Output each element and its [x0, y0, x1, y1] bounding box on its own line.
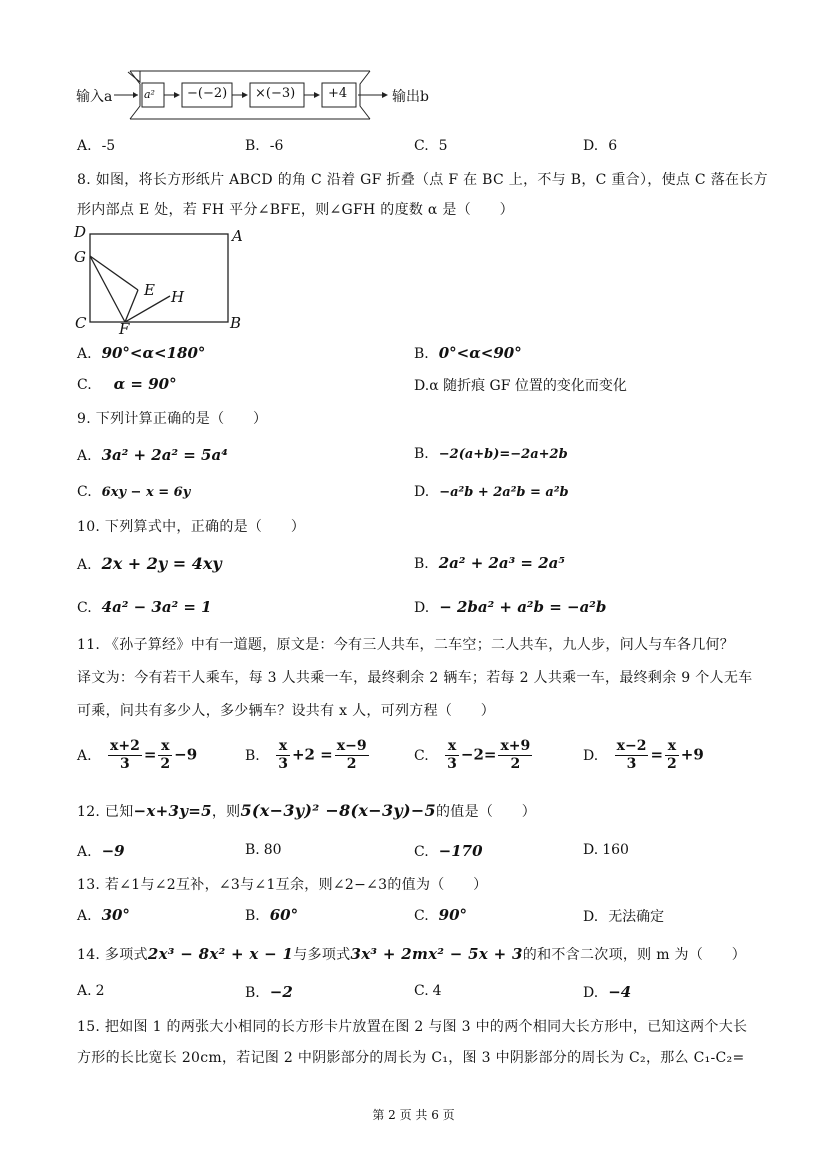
- q15-stem-line1: 15. 把如图 1 的两张大小相同的长方形卡片放置在图 2 与图 3 中的两个相同大长方形中，已知这两个大长: [77, 1019, 748, 1035]
- q8-figure: [70, 222, 250, 342]
- q7-option-c[interactable]: C. 5: [414, 138, 448, 154]
- q11-stem-line2: 译文为：今有若干人乘车，每 3 人共乘一车，最终剩余 2 辆车；若每 2 人共乘一车，最终剩余 9 个人无车: [77, 670, 753, 686]
- q9-stem: 9. 下列计算正确的是（ ）: [77, 411, 268, 427]
- q13-option-c[interactable]: C. 90°: [414, 906, 468, 924]
- flow-box-1: a²: [144, 88, 155, 101]
- q7-option-b[interactable]: B. -6: [245, 138, 284, 154]
- q11-stem-line3: 可乘，问共有多少人，多少辆车？设共有 x 人，可列方程（ ）: [77, 703, 496, 719]
- fig-label-e: E: [144, 281, 155, 299]
- q12-condition: −x+3y=5: [133, 802, 212, 820]
- q11-stem-line1: 11. 《孙子算经》中有一道题，原文是：今有三人共车，二车空；二人共车，九人步，问人与车各几何？: [77, 637, 735, 653]
- q14-option-b[interactable]: B. −2: [245, 983, 293, 1001]
- q13-option-d[interactable]: D. 无法确定: [583, 909, 665, 925]
- q12-expression: 5(x−3y)² −8(x−3y)−5: [240, 801, 436, 820]
- q13-stem: 13. 若∠1与∠2互补，∠3与∠1互余，则∠2−∠3的值为（ ）: [77, 877, 488, 893]
- q11c-frac2: $\frac{x+9}{2}$: [500, 738, 531, 772]
- q14-poly1: 2x³ − 8x² + x − 1: [147, 945, 294, 963]
- q10-option-c[interactable]: C. 4a² − 3a² = 1: [77, 598, 212, 616]
- q11-option-a[interactable]: A. $\frac{x+2}{3}$ = $\frac{x}{2}$ −9: [77, 738, 198, 772]
- q12-option-c[interactable]: C. −170: [414, 842, 483, 860]
- q9-option-a[interactable]: A. 3a² + 2a² = 5a⁴: [77, 446, 228, 464]
- q14-option-c[interactable]: C. 4: [414, 983, 442, 999]
- q11-option-c[interactable]: C. $\frac{x}{3}$ −2= $\frac{x+9}{2}$: [414, 738, 531, 772]
- fig-label-h: H: [171, 288, 185, 306]
- fig-label-d: D: [74, 223, 87, 241]
- fig-label-f: F: [119, 320, 130, 338]
- q12-option-a[interactable]: A. −9: [77, 842, 125, 860]
- q14-poly2: 3x³ + 2mx² − 5x + 3: [350, 945, 523, 963]
- q10-option-d[interactable]: D. − 2ba² + a²b = −a²b: [414, 598, 607, 616]
- q8-option-c[interactable]: C. α = 90°: [77, 375, 177, 393]
- q11a-frac1: $\frac{x+2}{3}$: [110, 738, 140, 772]
- q8-option-b[interactable]: B. 0°<α<90°: [414, 344, 522, 362]
- q9-option-c[interactable]: C. 6xy − x = 6y: [77, 484, 191, 500]
- q14-stem: 14. 多项式2x³ − 8x² + x − 1与多项式3x³ + 2mx² − 5x + 3的和不含二次项，则 m 为（ ）: [77, 945, 747, 963]
- q10-option-a[interactable]: A. 2x + 2y = 4xy: [77, 554, 222, 573]
- q11-option-d[interactable]: D. $\frac{x-2}{3}$ = $\frac{x}{2}$ +9: [583, 738, 704, 772]
- q14-option-a[interactable]: A. 2: [77, 983, 105, 999]
- fig-label-b: B: [230, 314, 242, 332]
- q10-stem: 10. 下列算式中，正确的是（ ）: [77, 519, 306, 535]
- q11d-frac2: $\frac{x}{2}$: [667, 738, 677, 772]
- q8-option-d[interactable]: D.α 随折痕 GF 位置的变化而变化: [414, 378, 627, 394]
- q11d-frac1: $\frac{x-2}{3}$: [616, 738, 647, 772]
- q12-option-b[interactable]: B. 80: [245, 842, 282, 858]
- q8-stem-line2: 形内部点 E 处，若 FH 平分∠BFE，则∠GFH 的度数 α 是（ ）: [77, 202, 514, 218]
- q11b-frac1: $\frac{x}{3}$: [278, 738, 288, 772]
- q9-option-b[interactable]: B. −2(a+b)=−2a+2b: [414, 446, 568, 462]
- flow-input-label: 输入a: [76, 89, 113, 105]
- flow-diagram: [70, 66, 440, 126]
- flow-output-label: 输出b: [392, 89, 429, 105]
- q8-figure-svg: [70, 222, 250, 342]
- flow-box-3: ×(−3): [255, 86, 296, 101]
- q14-option-d[interactable]: D. −4: [583, 983, 632, 1001]
- q13-option-a[interactable]: A. 30°: [77, 906, 130, 924]
- q9-option-d[interactable]: D. −a²b + 2a²b = a²b: [414, 484, 569, 500]
- flow-box-4: +4: [328, 86, 348, 101]
- fig-label-g: G: [74, 248, 86, 266]
- fig-label-c: C: [75, 314, 87, 332]
- fig-label-a: A: [232, 227, 243, 245]
- q13-option-b[interactable]: B. 60°: [245, 906, 299, 924]
- q10-option-b[interactable]: B. 2a² + 2a³ = 2a⁵: [414, 554, 565, 572]
- q12-stem: 12. 已知−x+3y=5，则5(x−3y)² −8(x−3y)−5的值是（ ）: [77, 801, 537, 820]
- q8-option-a[interactable]: A. 90°<α<180°: [77, 344, 206, 362]
- q7-option-a[interactable]: A. -5: [77, 138, 116, 154]
- q11c-frac1: $\frac{x}{3}$: [447, 738, 457, 772]
- q11a-frac2: $\frac{x}{2}$: [160, 738, 171, 772]
- q8-stem-line1: 8. 如图，将长方形纸片 ABCD 的角 C 沿着 GF 折叠（点 F 在 BC 上，不与 B，C 重合），使点 C 落在长方: [77, 172, 768, 188]
- q7-option-d[interactable]: D. 6: [583, 138, 618, 154]
- flow-box-2: −(−2): [187, 86, 228, 101]
- q11-option-b[interactable]: B. $\frac{x}{3}$ +2 = $\frac{x-9}{2}$: [245, 738, 367, 772]
- q12-option-d[interactable]: D. 160: [583, 842, 629, 858]
- q11b-frac2: $\frac{x-9}{2}$: [336, 738, 367, 772]
- page-footer: 第 2 页 共 6 页: [372, 1108, 455, 1122]
- q15-stem-line2: 方形的长比宽长 20cm，若记图 2 中阴影部分的周长为 C₁，图 3 中阴影部分的周长为 C₂，那么 C₁-C₂=: [77, 1050, 745, 1066]
